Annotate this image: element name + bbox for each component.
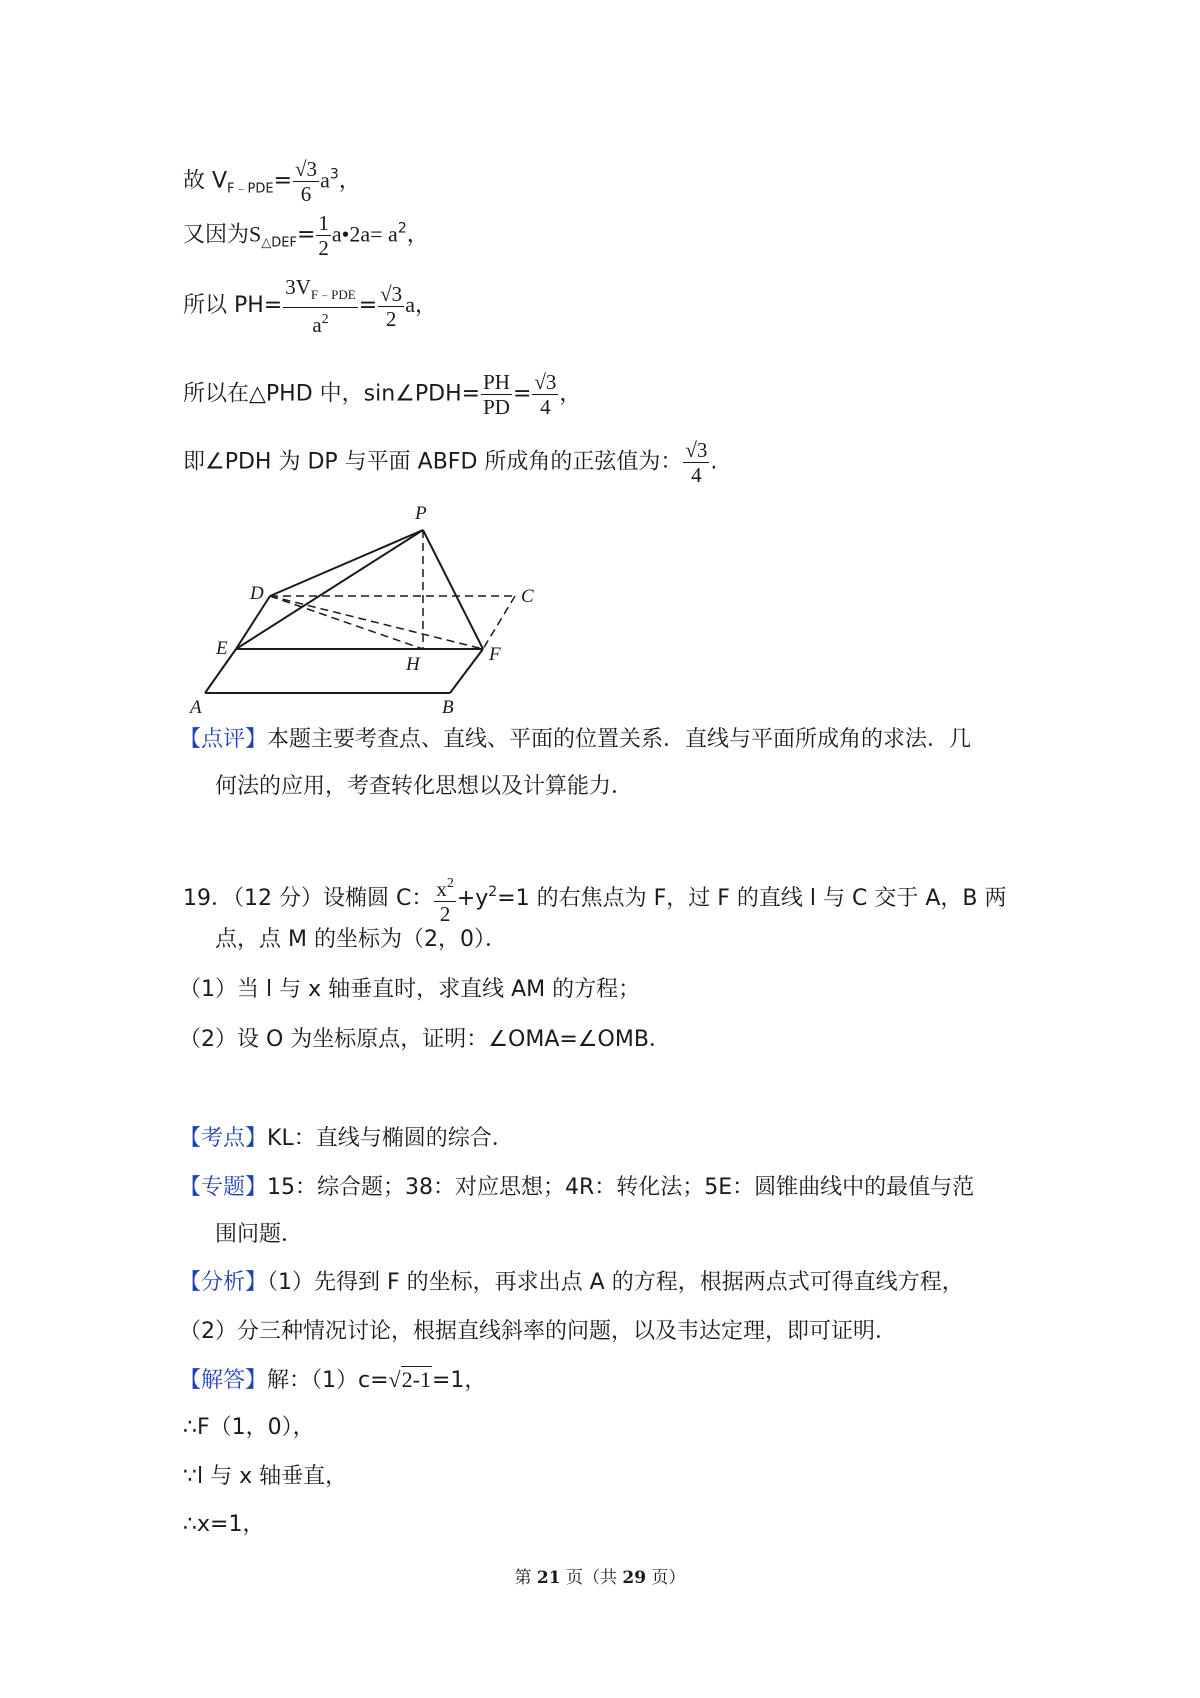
- dashed-DF: [270, 596, 483, 649]
- fraction: $\frac{√3}{2}$: [380, 281, 403, 331]
- zhuanti-line-1: 【专题】15：综合题；38：对应思想；4R：转化法；5E：圆锥曲线中的最值与范: [179, 1175, 975, 1200]
- fraction: $\frac{√3}{4}$: [534, 370, 557, 419]
- total-pages: 29: [622, 1568, 647, 1588]
- label-D: D: [250, 583, 264, 604]
- problem-19-statement-2: 点，点 M 的坐标为（2，0）．: [215, 927, 507, 952]
- fraction: $\frac{3V_{F﹣PDE}}{a^2}$: [285, 275, 356, 337]
- label-C: C: [521, 586, 534, 607]
- edge-BF: [450, 649, 483, 693]
- zhuanti-line-2: 围问题．: [215, 1222, 304, 1247]
- dashed-DH: [270, 596, 423, 649]
- jieda-line-1: 【解答】解：（1）c=√2-1=1，: [179, 1367, 487, 1393]
- solution-line-volume: 故 $V_{F﹣PDE}=$ $\frac{√3}{6}$ $a^3$，: [183, 157, 361, 206]
- fraction: $\frac{1}{2}$: [318, 211, 329, 260]
- review-tag: 【点评】: [179, 727, 268, 752]
- problem-19-question-1: （1）当 l 与 x 轴垂直时，求直线 AM 的方程；: [179, 977, 641, 1002]
- edge-PD: [270, 530, 423, 596]
- edge-PF: [423, 530, 483, 649]
- problem-19-question-2: （2）设 O 为坐标原点，证明：∠OMA=∠OMB．: [179, 1027, 671, 1052]
- label-P: P: [415, 503, 427, 524]
- page-number: 21: [536, 1568, 561, 1588]
- edge-PE: [236, 530, 423, 649]
- fenxi-tag: 【分析】: [179, 1270, 268, 1295]
- solution-line-sin: 所以在△PHD 中，sin∠PDH= $\frac{PH}{PD}$ = $\frac{√3}{4}$ ，: [183, 370, 582, 419]
- zhuanti-tag: 【专题】: [179, 1175, 268, 1200]
- label-E: E: [216, 638, 228, 659]
- jieda-tag: 【解答】: [179, 1368, 268, 1393]
- label-B: B: [442, 697, 454, 718]
- jieda-line-3: ∵l 与 x 轴垂直，: [183, 1464, 348, 1489]
- fraction: $\frac{√3}{6}$: [295, 157, 318, 206]
- kaodian-line: 【考点】KL：直线与椭圆的综合．: [179, 1126, 514, 1151]
- label-F: F: [489, 644, 501, 665]
- label-H: H: [406, 654, 420, 675]
- label-A: A: [190, 697, 202, 718]
- jieda-line-4: ∴x=1，: [183, 1512, 265, 1537]
- fraction: $\frac{x^2}{2}$: [434, 872, 456, 926]
- fraction: $\frac{PH}{PD}$: [483, 370, 510, 419]
- fenxi-line-2: （2）分三种情况讨论，根据直线斜率的问题，以及韦达定理，即可证明．: [179, 1319, 897, 1344]
- solution-line-conclusion: 即∠PDH 为 DP 与平面 ABFD 所成角的正弦值为： $\frac{√3}{4}$ .: [183, 438, 718, 487]
- solution-line-ph: 所以 PH= $\frac{3V_{F﹣PDE}}{a^2}$ = $\frac{√3}{2}$ a，: [183, 275, 437, 337]
- sqrt-radicand: 2-1: [401, 1367, 431, 1392]
- fenxi-line-1: 【分析】（1）先得到 F 的坐标，再求出点 A 的方程，根据两点式可得直线方程，: [179, 1270, 964, 1295]
- fraction: $\frac{√3}{4}$: [685, 438, 708, 487]
- pyramid-figure: [180, 495, 560, 720]
- page-footer: 第 21 页（共 29 页）: [514, 1568, 686, 1588]
- solution-line-area: 又因为$S_{\triangle DEF}=$ $\frac{1}{2}$ a•2a= $a^2$，: [183, 211, 429, 260]
- review-line-1: 【点评】本题主要考查点、直线、平面的位置关系．直线与平面所成角的求法．几: [179, 727, 972, 752]
- review-line-2: 何法的应用，考查转化思想以及计算能力．: [215, 774, 634, 799]
- dashed-CF: [483, 596, 515, 649]
- problem-19-statement: 19．（12 分）设椭圆 C： $\frac{x^2}{2}$ $+y^2=1$ 的右焦点为 F，过 F 的直线 l 与 C 交于 A，B 两: [183, 872, 1007, 926]
- jieda-line-2: ∴F（1，0），: [183, 1415, 315, 1440]
- kaodian-tag: 【考点】: [179, 1126, 268, 1151]
